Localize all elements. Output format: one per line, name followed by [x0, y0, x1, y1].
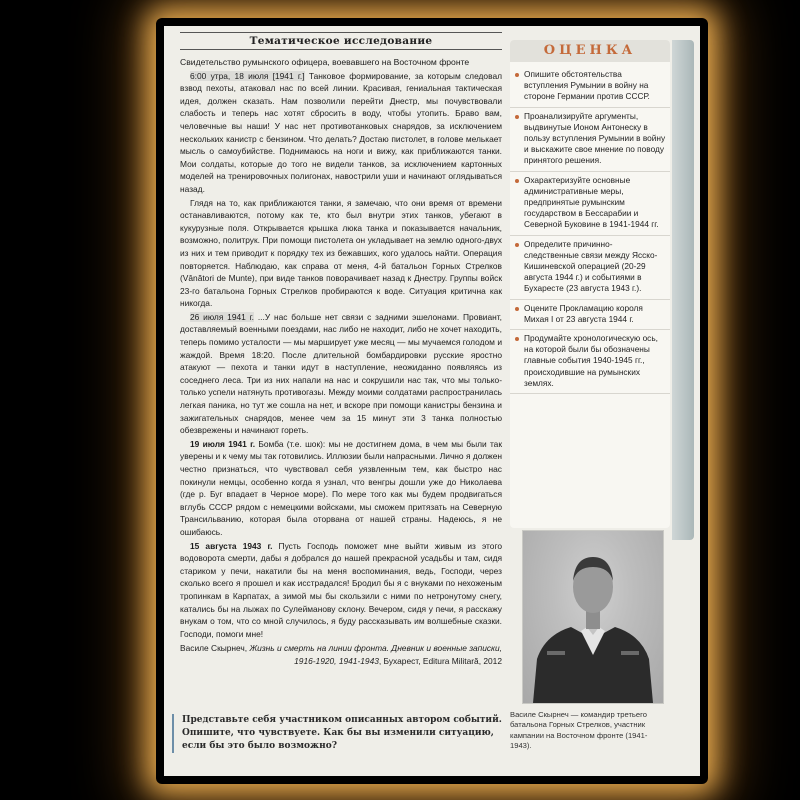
entry-date: 26 июля 1941 г. [190, 311, 255, 322]
diary-entry-3 [180, 438, 502, 539]
diary-entry-4 [180, 540, 502, 641]
citation-author: Василе Скырнеч, [180, 643, 248, 654]
assessment-item: Охарактеризуйте основные административные меры, предпринятые румынским государством в Бессарабии и Северной Буковине в 1941-1944 гг. [510, 172, 670, 236]
entry-text: Бомба (т.е. шок): мы не достигнем дома, в чем мы были так уверены и к чему мы так готовились. Иллюзии были напрасными. Лично я должен честно признаться, что чувствовал себя уязвленным тем, как быстро нас покинули немцы, особенно когда я узнал, что венгры дошли уже до Николаева (где р. Буг впадает в Черное море). По мере того как мы будем продвигаться вглубь СССР рядом с немецкими войсками, мы сможем притязать на Северную Трансильванию, которая была оторвана от нашей страны. Надеюсь, я не ошибаюсь. [180, 438, 503, 537]
entry-date: 19 июля 1941 г. [190, 438, 256, 449]
diary-entry-1 [180, 70, 502, 196]
citation-publisher: , Бухарест, Editura Militară, 2012 [378, 655, 502, 666]
assessment-item: Продумайте хронологическую ось, на которой были бы обозначены главные события 1940-1945 гг., происходившие на румынских землях. [510, 330, 670, 394]
entry-date: 15 августа 1943 г. [190, 540, 273, 551]
textbook-page [164, 26, 700, 776]
section-title: Тематическое исследование [180, 32, 502, 50]
case-study-subtitle: Свидетельство румынского офицера, воевавшего на Восточном фронте [180, 57, 470, 67]
diary-entry-2 [180, 311, 502, 437]
assessment-item: Опишите обстоятельства вступления Румынии в войну на стороне Германии против СССР. [510, 66, 670, 108]
entry-text: Глядя на то, как приближаются танки, я замечаю, что они время от времени останавливаются, потому как те, кто был внутри этих танков, убегают в кукурузные поля. Открывается крышка люка танка и показывается начальник, возможно, политрук. При помощи пистолета он укладывает на землю одного-двух из них и тем приводит к порядку тех из бежавших, кого удалось найти. Операция повторяется. Наблюдаю, как справа от меня, 4-й батальон Горных Стрелков (Vânători de Munte), при виде танков поворачивает назад к Днестру. Группы войск 23-го батальона Горных Стрелков пробираются к воде. Ситуация критична как никогда. [180, 197, 502, 309]
entry-text: Пусть Господь поможет мне выйти живым из этого водоворота смерти, дабы я добрался до нашей прекрасной усадьбы и там, сидя стариком у печи, накатили бы на меня воспоминания, ведь, Господи, через сколько всего я прошел и как исстрадался! Бродил бы я с внуками по нехоженым тропинкам в Карпатах, а зимой мы бы скользили с ними по нетронутому снегу, катались бы на лыжах по Сулейманову склону. Вечером, сидя у печи, я расскажу внукам о том, что со мной случилось, я буду рассказывать им волшебные сказки. Господи, помоги мне! [180, 540, 502, 639]
assessment-sidebar [510, 40, 670, 528]
officer-portrait-photo [522, 530, 664, 704]
assessment-item: Проанализируйте аргументы, выдвинутые Ионом Антонеску в пользу вступления Румынии в войну и выскажите свое мнение по поводу принятого решения. [510, 108, 670, 172]
case-study-text [180, 56, 502, 668]
portrait-illustration [523, 531, 663, 703]
entry-text: ...У нас больше нет связи с задними эшелонами. Провиант, доставляемый военными поездами, нас либо не находит, либо не хочет находить, теперь помимо усталости — мы марширует уже месяц — мы мучаемся голодом и жаждой. Время 18:20. После длительной бомбардировки русские яростно атакуют — пехота и танки идут в наступление, неожиданно появляясь из соседнего леса. Три из них напали на нас и сокрушили нас так, что мы только-только успели натянуть противогазы. Между моими солдатами распространилась легкая паника, но тут же сошла на нет, и вскоре при помощи канистры бензина и зажигательных снарядов, менее чем за 15 минут эти 3 танка полностью обезврежены и начинают гореть. [180, 311, 502, 436]
assessment-item: Определите причинно-следственные связи между Ясско-Кишиневской операцией (20-29 августа 1944 г.) и событиями в Бухаресте (23 августа 1943 г.). [510, 236, 670, 300]
assessment-list [510, 66, 670, 394]
source-citation [180, 642, 502, 667]
assessment-item: Оцените Прокламацию короля Михая I от 23 августа 1944 г. [510, 300, 670, 330]
assessment-title: ОЦЕНКА [510, 40, 670, 62]
reflection-question: Представьте себя участником описанных автором событий. Опишите, что чувствуете. Как бы вы изменили ситуацию, если бы это было возможно? [172, 714, 512, 753]
entry-date: 6:00 утра, 18 июля [1941 г.] [190, 70, 305, 81]
citation-title: Жизнь и смерть на линии фронта. Дневник и военные записки, 1916-1920, 1941-1943 [249, 643, 502, 666]
photo-caption: Василе Скырнеч — командир третьего батальона Горных Стрелков, участник кампании на Восточном фронте (1941-1943). [510, 710, 648, 751]
sidebar-edge-decoration [672, 40, 694, 540]
entry-text: Танковое формирование, за которым следовал взвод пехоты, атаковал нас по всей линии. Красивая, гениальная тактическая идея, должен сказать. Нам позволили перейти Днестр, мы почувствовали слабость и теперь нас хотят сбросить в воду, чтобы утопить. Браво вам, человечные вы наши! У нас нет противотанковых снарядов, за исключением нескольких канистр с бензином. Что делать? Достаю пистолет, в голове мелькает мысль о самоубийстве. Поднимаюсь на ноги и вижу, как приближаются танки. Мои солдаты, которые до того не видели танков, за исключением картонных моделей на тренировочных полигонах, навострили уши и начинают оглядываться назад. [180, 70, 502, 194]
diary-entry-1-cont [180, 197, 502, 310]
